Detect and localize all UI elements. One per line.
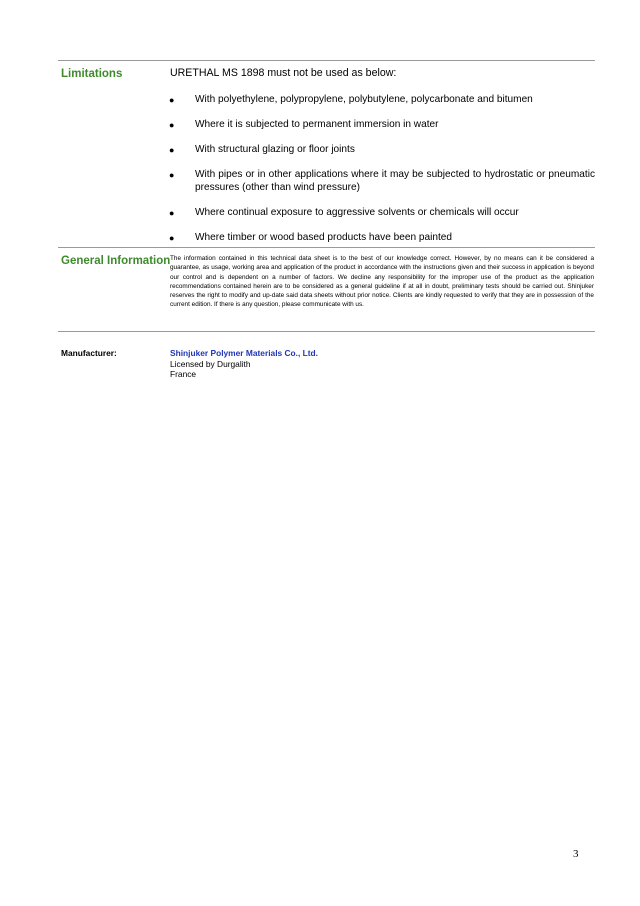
manufacturer-license: Licensed by Durgalith bbox=[170, 358, 251, 369]
list-item: ● With pipes or in other applications where it may be subjected to hydrostatic or pneumatic pressures (other than wind pressure) bbox=[169, 169, 595, 193]
bullet-icon: ● bbox=[169, 120, 175, 131]
general-information-title: General Information bbox=[61, 255, 171, 267]
limitations-title: Limitations bbox=[61, 68, 123, 80]
list-item: ● With polyethylene, polypropylene, polybutylene, polycarbonate and bitumen bbox=[169, 94, 533, 105]
list-item: ● Where continual exposure to aggressive solvents or chemicals will occur bbox=[169, 206, 519, 218]
manufacturer-label: Manufacturer: bbox=[61, 348, 117, 358]
limitations-list bbox=[165, 94, 595, 257]
section-divider bbox=[58, 247, 595, 248]
list-item: ● Where it is subjected to permanent immersion in water bbox=[169, 119, 439, 131]
page-number: 3 bbox=[573, 848, 579, 860]
top-divider bbox=[58, 60, 595, 61]
bullet-icon: ● bbox=[169, 232, 175, 243]
manufacturer-name: Shinjuker Polymer Materials Co., Ltd. bbox=[170, 348, 318, 358]
limitations-intro: URETHAL MS 1898 must not be used as below: bbox=[170, 67, 397, 79]
manufacturer-country: France bbox=[170, 369, 197, 380]
bullet-icon: ● bbox=[169, 95, 175, 105]
bullet-icon: ● bbox=[169, 170, 175, 181]
bottom-divider bbox=[58, 331, 595, 332]
bullet-icon: ● bbox=[169, 145, 175, 156]
general-information-text: The information contained in this technical data sheet is to the best of our knowledge correct. However, by no means can it be considered a guarantee, as usage, working area and application of the product in accordance with the instructions given and their success in application is beyond our control and is dependent on a number of factors. We decline any responsibility for the improper use of the product as the application recommendations contained herein are to be considered as a general guideline if at all in doubt, preliminary tests should be carried out. Shinjuker reserves the right to modify and up-date said data sheets without prior notice. Clients are kindly requested to verify that they are in possession of the current edition. If there is any question, please communicate with us. bbox=[170, 255, 594, 309]
list-item: ● Where timber or wood based products have been painted bbox=[169, 231, 452, 243]
list-item: ● With structural glazing or floor joints bbox=[169, 144, 355, 156]
manufacturer-details bbox=[170, 348, 318, 380]
bullet-icon: ● bbox=[169, 207, 175, 218]
